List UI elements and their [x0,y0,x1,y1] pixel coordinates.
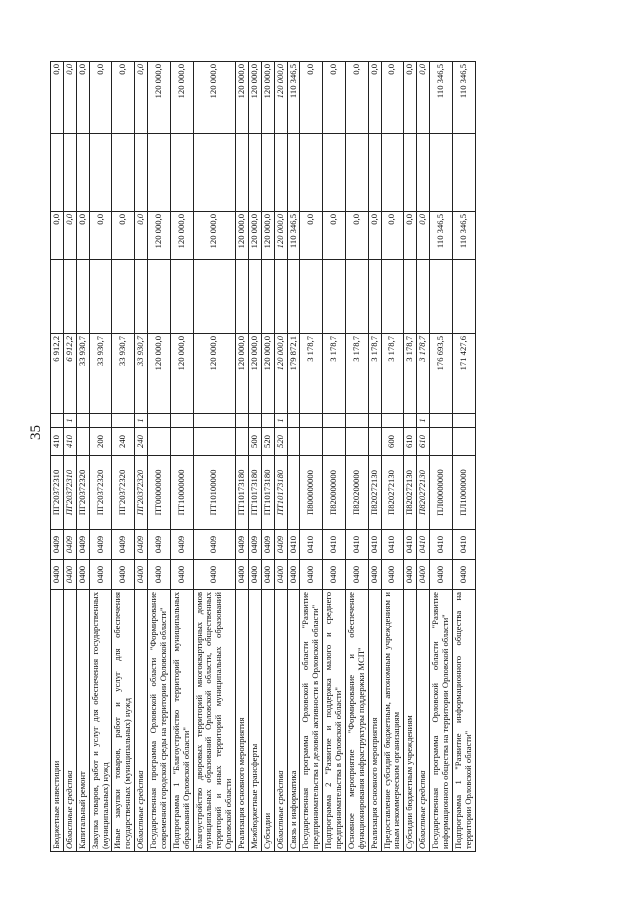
funding-source-code [248,414,261,428]
subsection-code: 0410 [323,530,346,560]
empty-cell [404,134,417,212]
subsection-code: 0410 [300,530,323,560]
row-name: Государственная программа Орловской области "Формирование современной городской среды на территории Орловской области" [148,590,171,852]
empty-cell [300,134,323,212]
table-row [417,62,430,852]
amount-year-2: 120 000,0 [148,212,171,260]
expense-type-code [368,428,381,456]
section-code: 0400 [287,560,300,590]
subsection-code: 0409 [148,530,171,560]
target-article-code: П820000000 [323,456,346,530]
amount-year-1: 3 178,7 [404,334,417,414]
amount-year-3: 110 346,5 [452,62,475,134]
table-row [63,62,76,852]
row-name: Подпрограмма 1 "Благоустройство территорий муниципальных образований Орловской области" [170,590,193,852]
expense-type-code [170,428,193,456]
section-code: 0400 [417,560,430,590]
table-row [261,62,274,852]
target-article-code: ПГ20372310 [63,456,76,530]
subsection-code: 0409 [236,530,249,560]
empty-cell [248,260,261,334]
table-row [345,62,368,852]
amount-year-3: 120 000,0 [170,62,193,134]
amount-year-1: 33 930,7 [89,334,112,414]
amount-year-3: 0,0 [63,62,76,134]
target-article-code: ПЛ10000000 [452,456,475,530]
amount-year-3: 120 000,0 [236,62,249,134]
expense-type-code [148,428,171,456]
amount-year-2: 0,0 [300,212,323,260]
empty-cell [300,260,323,334]
empty-cell [452,260,475,334]
section-code: 0400 [274,560,287,590]
funding-source-code [89,414,112,428]
subsection-code: 0410 [345,530,368,560]
subsection-code: 0409 [248,530,261,560]
section-code: 0400 [261,560,274,590]
empty-cell [430,134,453,212]
empty-cell [274,260,287,334]
row-name: Бюджетные инвестиции [51,590,64,852]
empty-cell [287,260,300,334]
section-code: 0400 [170,560,193,590]
amount-year-1: 179 872,1 [287,334,300,414]
amount-year-1: 3 178,7 [323,334,346,414]
amount-year-2: 120 000,0 [193,212,236,260]
amount-year-3: 120 000,0 [274,62,287,134]
table-row [274,62,287,852]
funding-source-code: 1 [274,414,287,428]
row-name: Подпрограмма 1 "Развитие информационного общества на территории Орловской области" [452,590,475,852]
amount-year-3: 0,0 [404,62,417,134]
target-article-code: ПГ20372310 [51,456,64,530]
expense-type-code [452,428,475,456]
section-code: 0400 [51,560,64,590]
row-name: Благоустройство дворовых территорий многоквартирных домов муниципальных образований Орловской области, общественных территорий и иных территорий муниципальных образований Орловской области [193,590,236,852]
amount-year-1: 6 912,2 [63,334,76,414]
target-article-code: ПГ20372320 [76,456,89,530]
table-row [452,62,475,852]
empty-cell [148,134,171,212]
section-code: 0400 [112,560,135,590]
target-article-code: ПГ20372320 [135,456,148,530]
row-name: Субсидии [261,590,274,852]
amount-year-2: 0,0 [404,212,417,260]
funding-source-code [261,414,274,428]
empty-cell [323,260,346,334]
amount-year-3: 110 346,5 [430,62,453,134]
target-article-code: ПГ20372320 [112,456,135,530]
section-code: 0400 [404,560,417,590]
row-name: Межбюджетные трансферты [248,590,261,852]
table-row [89,62,112,852]
expense-type-code [345,428,368,456]
row-name: Реализация основного мероприятия [368,590,381,852]
funding-source-code [193,414,236,428]
target-article-code: ПГ20372320 [89,456,112,530]
empty-cell [170,260,193,334]
table-row [112,62,135,852]
amount-year-1: 33 930,7 [112,334,135,414]
section-code: 0400 [300,560,323,590]
amount-year-1: 120 000,0 [193,334,236,414]
empty-cell [368,134,381,212]
subsection-code: 0409 [76,530,89,560]
amount-year-3: 110 346,5 [287,62,300,134]
subsection-code: 0410 [368,530,381,560]
table-row [323,62,346,852]
expense-type-code: 200 [89,428,112,456]
target-article-code: ПТ10173180 [274,456,287,530]
subsection-code: 0410 [452,530,475,560]
page-number: 35 [28,425,44,440]
amount-year-3: 0,0 [417,62,430,134]
amount-year-2: 120 000,0 [248,212,261,260]
empty-cell [417,134,430,212]
empty-cell [417,260,430,334]
amount-year-2: 0,0 [417,212,430,260]
funding-source-code [170,414,193,428]
section-code: 0400 [452,560,475,590]
amount-year-1: 3 178,7 [345,334,368,414]
amount-year-2: 110 346,5 [287,212,300,260]
funding-source-code [381,414,404,428]
amount-year-2: 0,0 [345,212,368,260]
empty-cell [261,260,274,334]
target-article-code: П820200000 [345,456,368,530]
section-code: 0400 [236,560,249,590]
section-code: 0400 [89,560,112,590]
subsection-code: 0410 [287,530,300,560]
target-article-code: ПТ10173180 [261,456,274,530]
amount-year-2: 0,0 [135,212,148,260]
amount-year-3: 0,0 [300,62,323,134]
funding-source-code [323,414,346,428]
amount-year-2: 0,0 [368,212,381,260]
target-article-code [287,456,300,530]
funding-source-code [368,414,381,428]
empty-cell [193,260,236,334]
subsection-code: 0409 [274,530,287,560]
amount-year-3: 120 000,0 [261,62,274,134]
empty-cell [170,134,193,212]
budget-table [50,61,476,852]
amount-year-3: 0,0 [135,62,148,134]
funding-source-code: 1 [417,414,430,428]
amount-year-2: 0,0 [63,212,76,260]
amount-year-2: 0,0 [381,212,404,260]
empty-cell [261,134,274,212]
subsection-code: 0409 [261,530,274,560]
row-name: Областные средства [63,590,76,852]
row-name: Областные средства [274,590,287,852]
section-code: 0400 [323,560,346,590]
empty-cell [381,134,404,212]
target-article-code: ПТ10173180 [236,456,249,530]
empty-cell [404,260,417,334]
empty-cell [430,260,453,334]
subsection-code: 0410 [404,530,417,560]
empty-cell [368,260,381,334]
amount-year-1: 33 930,7 [135,334,148,414]
empty-cell [148,260,171,334]
expense-type-code [300,428,323,456]
subsection-code: 0409 [135,530,148,560]
amount-year-3: 0,0 [368,62,381,134]
target-article-code: П820272130 [417,456,430,530]
amount-year-1: 3 178,7 [381,334,404,414]
funding-source-code [148,414,171,428]
empty-cell [287,134,300,212]
empty-cell [345,134,368,212]
amount-year-1: 3 178,7 [300,334,323,414]
amount-year-3: 120 000,0 [148,62,171,134]
empty-cell [63,260,76,334]
target-article-code: ПТ10173180 [248,456,261,530]
amount-year-2: 0,0 [76,212,89,260]
subsection-code: 0409 [170,530,193,560]
expense-type-code [323,428,346,456]
empty-cell [248,134,261,212]
funding-source-code [300,414,323,428]
empty-cell [193,134,236,212]
section-code: 0400 [76,560,89,590]
subsection-code: 0410 [430,530,453,560]
table-row [170,62,193,852]
empty-cell [236,134,249,212]
expense-type-code: 410 [51,428,64,456]
amount-year-1: 120 000,0 [274,334,287,414]
amount-year-2: 0,0 [112,212,135,260]
section-code: 0400 [345,560,368,590]
row-name: Государственная программа Орловской области "Развитие информационного общества на территории Орловской области" [430,590,453,852]
row-name: Основное мероприятие "Формирование и обеспечение функционирования инфраструктуры поддержки МСП" [345,590,368,852]
amount-year-1: 120 000,0 [170,334,193,414]
row-name: Субсидии бюджетным учреждениям [404,590,417,852]
amount-year-1: 33 930,7 [76,334,89,414]
expense-type-code: 410 [63,428,76,456]
table-row [236,62,249,852]
subsection-code: 0409 [193,530,236,560]
subsection-code: 0410 [381,530,404,560]
funding-source-code [76,414,89,428]
empty-cell [381,260,404,334]
row-name: Связь и информатика [287,590,300,852]
funding-source-code [287,414,300,428]
amount-year-2: 120 000,0 [236,212,249,260]
expense-type-code: 520 [261,428,274,456]
amount-year-1: 3 178,7 [368,334,381,414]
target-article-code: ПТ00000000 [148,456,171,530]
amount-year-2: 110 346,5 [430,212,453,260]
amount-year-3: 0,0 [112,62,135,134]
section-code: 0400 [381,560,404,590]
amount-year-1: 3 178,7 [417,334,430,414]
row-name: Капитальный ремонт [76,590,89,852]
empty-cell [63,134,76,212]
amount-year-1: 120 000,0 [236,334,249,414]
expense-type-code: 610 [417,428,430,456]
expense-type-code: 240 [135,428,148,456]
empty-cell [112,260,135,334]
funding-source-code [112,414,135,428]
amount-year-3: 0,0 [76,62,89,134]
section-code: 0400 [63,560,76,590]
empty-cell [345,260,368,334]
rotated-table-wrapper [50,62,600,852]
amount-year-2: 0,0 [89,212,112,260]
amount-year-3: 0,0 [89,62,112,134]
expense-type-code: 520 [274,428,287,456]
table-row [287,62,300,852]
table-row [148,62,171,852]
section-code: 0400 [248,560,261,590]
expense-type-code: 500 [248,428,261,456]
amount-year-1: 120 000,0 [261,334,274,414]
amount-year-2: 120 000,0 [274,212,287,260]
amount-year-3: 0,0 [381,62,404,134]
table-row [381,62,404,852]
subsection-code: 0409 [89,530,112,560]
target-article-code: П820272130 [368,456,381,530]
table-row [51,62,64,852]
section-code: 0400 [368,560,381,590]
empty-cell [452,134,475,212]
section-code: 0400 [148,560,171,590]
empty-cell [51,260,64,334]
expense-type-code [236,428,249,456]
amount-year-1: 176 693,5 [430,334,453,414]
amount-year-1: 171 427,6 [452,334,475,414]
table-row [430,62,453,852]
amount-year-3: 120 000,0 [248,62,261,134]
row-name: Предоставление субсидий бюджетным, автономным учреждениям и иным некоммерческим организациям [381,590,404,852]
section-code: 0400 [135,560,148,590]
empty-cell [135,134,148,212]
amount-year-3: 0,0 [323,62,346,134]
amount-year-2: 0,0 [323,212,346,260]
empty-cell [76,134,89,212]
expense-type-code [193,428,236,456]
empty-cell [323,134,346,212]
table-row [300,62,323,852]
table-row [76,62,89,852]
subsection-code: 0409 [51,530,64,560]
amount-year-2: 110 346,5 [452,212,475,260]
amount-year-3: 0,0 [51,62,64,134]
expense-type-code [76,428,89,456]
target-article-code: П800000000 [300,456,323,530]
funding-source-code: 1 [63,414,76,428]
empty-cell [112,134,135,212]
row-name: Областные средства [135,590,148,852]
expense-type-code [287,428,300,456]
amount-year-2: 120 000,0 [261,212,274,260]
expense-type-code: 240 [112,428,135,456]
amount-year-1: 120 000,0 [148,334,171,414]
row-name: Государственная программа Орловской области "Развитие предпринимательства и деловой активности в Орловской области" [300,590,323,852]
empty-cell [89,260,112,334]
target-article-code: П820272130 [381,456,404,530]
funding-source-code [345,414,368,428]
section-code: 0400 [430,560,453,590]
target-article-code: ПТ10000000 [170,456,193,530]
funding-source-code [452,414,475,428]
target-article-code: П820272130 [404,456,417,530]
table-row [193,62,236,852]
row-name: Областные средства [417,590,430,852]
empty-cell [51,134,64,212]
empty-cell [89,134,112,212]
target-article-code: ПЛ00000000 [430,456,453,530]
funding-source-code [404,414,417,428]
table-row [368,62,381,852]
table-row [135,62,148,852]
amount-year-3: 0,0 [345,62,368,134]
amount-year-2: 120 000,0 [170,212,193,260]
table-row [248,62,261,852]
subsection-code: 0410 [417,530,430,560]
target-article-code: ПТ10100000 [193,456,236,530]
subsection-code: 0409 [63,530,76,560]
expense-type-code: 600 [381,428,404,456]
amount-year-1: 6 912,2 [51,334,64,414]
section-code: 0400 [193,560,236,590]
subsection-code: 0409 [112,530,135,560]
funding-source-code: 1 [135,414,148,428]
amount-year-3: 120 000,0 [193,62,236,134]
empty-cell [135,260,148,334]
funding-source-code [236,414,249,428]
row-name: Реализация основного мероприятия [236,590,249,852]
expense-type-code [430,428,453,456]
empty-cell [76,260,89,334]
funding-source-code [51,414,64,428]
funding-source-code [430,414,453,428]
expense-type-code: 610 [404,428,417,456]
row-name: Подпрограмма 2 "Развитие и поддержка малого и среднего предпринимательства в Орловской области" [323,590,346,852]
empty-cell [236,260,249,334]
row-name: Закупка товаров, работ и услуг для обеспечения государственных (муниципальных) нужд [89,590,112,852]
amount-year-1: 120 000,0 [248,334,261,414]
amount-year-2: 0,0 [51,212,64,260]
table-row [404,62,417,852]
row-name: Иные закупки товаров, работ и услуг для обеспечения государственных (муниципальных) нужд [112,590,135,852]
empty-cell [274,134,287,212]
